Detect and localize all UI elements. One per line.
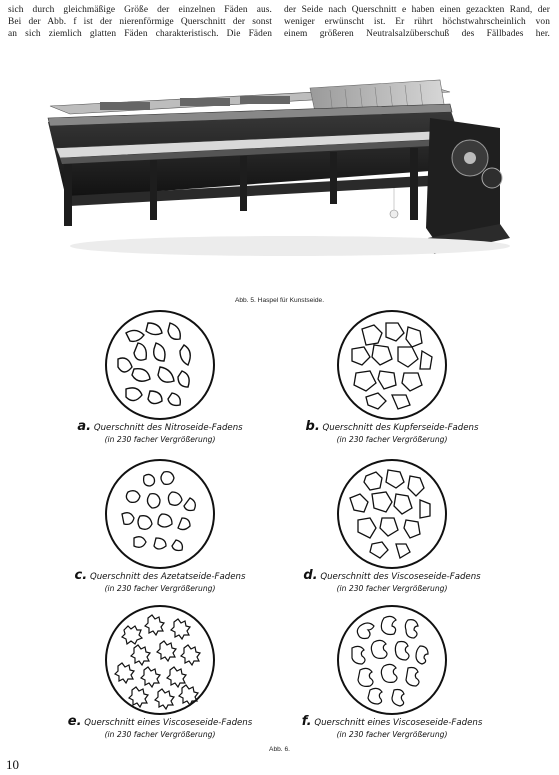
cross-section-acetate-diagram [104,458,216,570]
cross-section-viscose-f-diagram [336,604,448,716]
panel-c-subtitle: (in 230 facher Vergrößerung) [104,584,216,593]
panel-d-subtitle: (in 230 facher Vergrößerung) [336,584,448,593]
cross-section-viscose-d-diagram [336,458,448,570]
panel-a [45,309,275,445]
panel-b [277,309,507,445]
text-line: weniger erwünscht ist. Er rührt höchstwahrscheinlich von [284,17,550,27]
panel-e-subtitle: (in 230 facher Vergrößerung) [104,730,216,739]
panel-f-title: f. Querschnitt eines Viscoseseide-Fadens [301,714,483,729]
panel-c [45,458,275,594]
right-text-column [284,4,550,40]
text-line: an sich ziemlich glatten Fäden charakteristisch. Die Fäden [8,29,272,39]
panel-a-subtitle: (in 230 facher Vergrößerung) [104,435,216,444]
panel-d-title: d. Querschnitt des Viscoseseide-Fadens [303,568,481,583]
panel-a-title: a. Querschnitt des Nitroseide-Fadens [77,419,243,434]
panel-f [277,604,507,740]
reel-machine-photo [30,78,532,294]
text-line: sich durch gleichmäßige Größe der einzelnen Fäden aus. [8,5,272,15]
cross-section-viscose-e-diagram [104,604,216,716]
text-line: Bei der Abb. f ist der nierenförmige Querschnitt der sonst [8,17,272,27]
text-line: einem größeren Neutralsalzüberschuß des Fällbades her. [284,29,550,39]
cross-section-nitro-diagram [104,309,216,421]
panel-d [277,458,507,594]
page-number: 10 [6,757,19,772]
left-text-column [8,4,272,40]
figure-5-caption: Abb. 5. Haspel für Kunstseide. [234,297,325,304]
panel-f-subtitle: (in 230 facher Vergrößerung) [336,730,448,739]
cross-section-copper-diagram [336,309,448,421]
text-line: der Seide nach Querschnitt e haben einen gezackten Rand, der [284,5,550,15]
panel-b-subtitle: (in 230 facher Vergrößerung) [336,435,448,444]
panel-b-title: b. Querschnitt des Kupferseide-Fadens [305,419,479,434]
panel-c-title: c. Querschnitt des Azetatseide-Fadens [74,568,246,583]
panel-e-title: e. Querschnitt eines Viscoseseide-Fadens [67,714,253,729]
panel-e [45,604,275,740]
figure-6-caption: Abb. 6. [269,746,290,753]
